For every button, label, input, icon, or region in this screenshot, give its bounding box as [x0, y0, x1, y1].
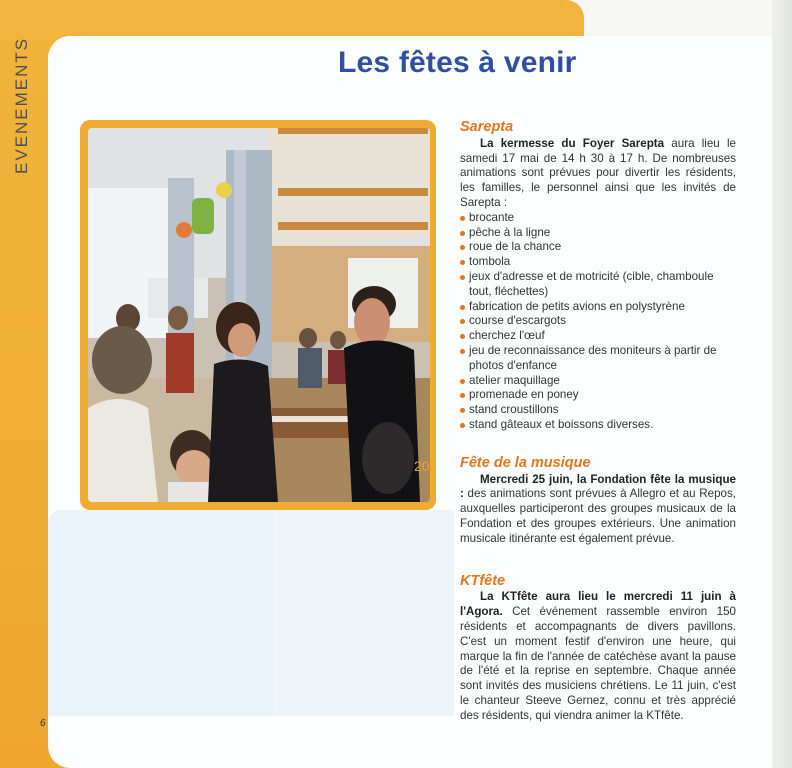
section-ktfete: [456, 574, 736, 724]
article-column: [456, 120, 736, 723]
list-item: atelier maquillage: [460, 374, 736, 389]
list-item: brocante: [460, 211, 736, 226]
panel-shade-middle: [274, 510, 454, 716]
sarepta-activity-list: [456, 211, 736, 433]
event-photo: [88, 128, 430, 502]
list-item: tombola: [460, 255, 736, 270]
list-item: jeux d'adresse et de motricité (cible, chamboule tout, fléchettes): [460, 270, 736, 300]
photo-date-stamp: 20: [414, 458, 430, 474]
list-item: roue de la chance: [460, 240, 736, 255]
musique-intro-bold: Mercredi 25 juin, la Fondation fête la musique :: [460, 472, 736, 501]
musique-intro-text: des animations sont prévues à Allegro et au Repos, auxquelles participeront des groupes musicaux de la Fondation et des groupes extérieurs. Une animation musicale itinérante est également prévue.: [460, 487, 736, 545]
list-item: pêche à la ligne: [460, 226, 736, 241]
page-gutter-edge: [772, 0, 792, 768]
section-title-ktfete: KTfête: [460, 572, 506, 589]
list-item: cherchez l'œuf: [460, 329, 736, 344]
list-item: promenade en poney: [460, 388, 736, 403]
panel-shade-left: [48, 510, 274, 716]
list-item: jeu de reconnaissance des moniteurs à partir de photos d'enfance: [460, 344, 736, 374]
sarepta-intro-text: aura lieu le samedi 17 mai de 14 h 30 à 17 h. De nombreuses animations sont prévues pour divertir les résidents, les familles, le personnel ainsi que les invités de Sarepta :: [460, 136, 736, 209]
list-item: stand gâteaux et boissons diverses.: [460, 418, 736, 433]
sarepta-intro: [460, 137, 736, 211]
page-number: 6: [40, 718, 46, 729]
ktfete-body-text: Cet événement rassemble environ 150 résidents et accompagnants de divers pavillons. C'est un moment festif d'environ une heure, qui marque la fin de l'année de catéchèse avant la pause de l'été et la reprise en septembre. Chaque année sont invités des musiciens chrétiens. Le 11 juin, c'est le chanteur Steeve Gernez, connu et très apprécié des résidents, qui viendra animer la KTfête.: [460, 605, 736, 722]
section-label-text: EVENEMENTS: [12, 36, 31, 174]
sarepta-intro-bold: La kermesse du Foyer Sarepta: [480, 136, 665, 150]
section-musique: [456, 456, 736, 547]
section-label-vertical: [10, 36, 36, 180]
section-title-musique: Fête de la musique: [460, 454, 591, 471]
section-sarepta: [456, 120, 736, 433]
list-item: course d'escargots: [460, 314, 736, 329]
ktfete-paragraph: [460, 590, 736, 723]
list-item: fabrication de petits avions en polystyrène: [460, 300, 736, 315]
ktfete-intro-bold: La KTfête aura lieu le mercredi 11 juin à l'Agora.: [460, 590, 736, 619]
section-title-sarepta: Sarepta: [460, 119, 514, 135]
musique-paragraph: [460, 473, 736, 547]
event-photo-illustration: [88, 128, 430, 502]
list-item: stand croustillons: [460, 403, 736, 418]
page-title: Les fêtes à venir: [338, 46, 577, 79]
